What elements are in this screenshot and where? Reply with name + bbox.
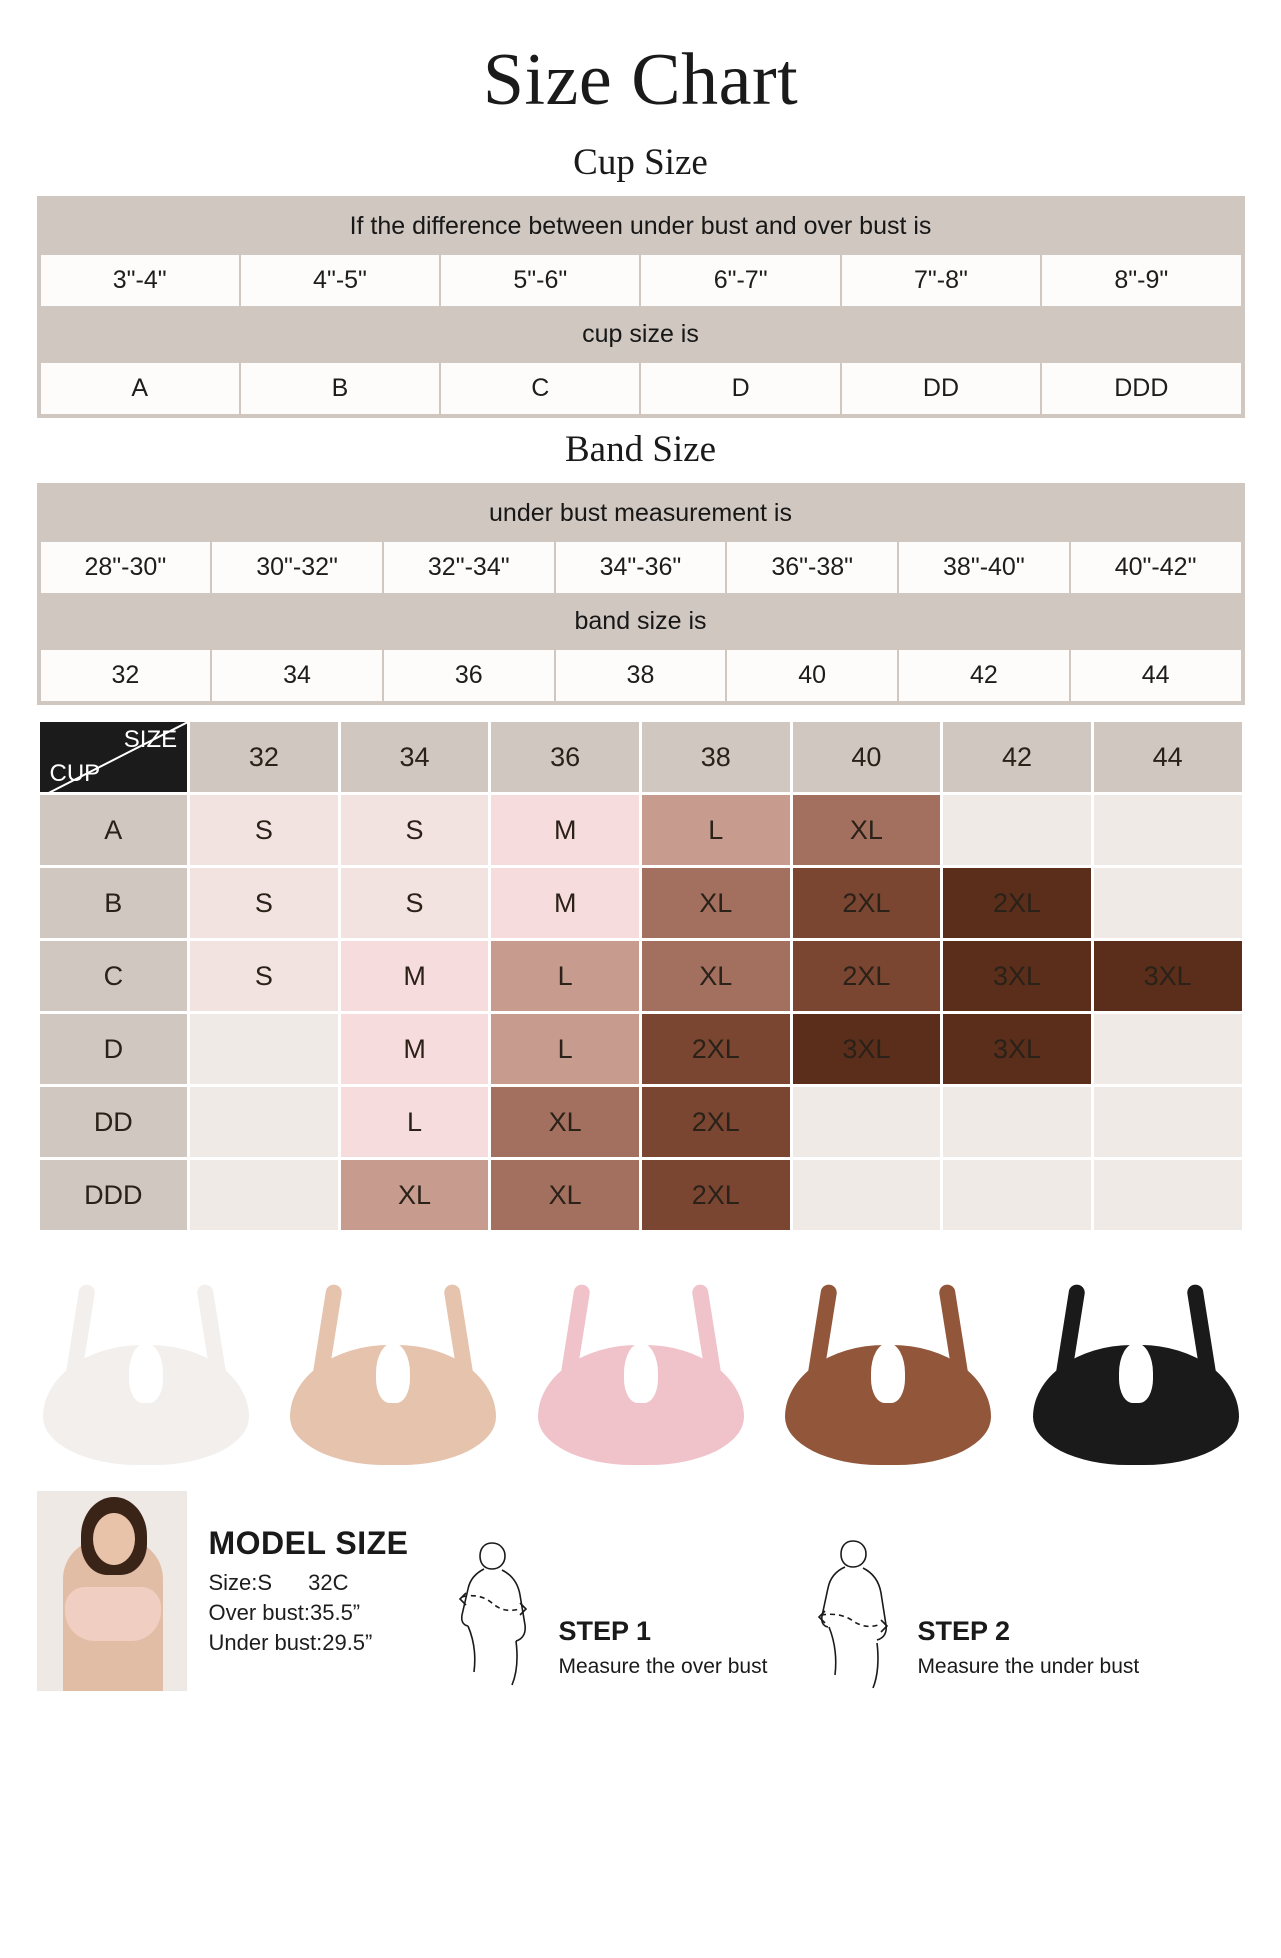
table-row <box>40 941 1242 1011</box>
matrix-cell: XL <box>642 941 790 1011</box>
cup-size-table-wrap <box>37 196 1245 418</box>
bra-product-nude <box>284 1280 502 1465</box>
matrix-cell: L <box>491 941 639 1011</box>
band-measure-cell: 34"-36" <box>556 542 726 593</box>
table-row <box>40 868 1242 938</box>
bra-center-gore <box>871 1343 905 1403</box>
model-over-bust: Over bust:35.5” <box>208 1600 361 1625</box>
matrix-col-header: 34 <box>341 722 489 792</box>
band-measure-cell: 28"-30" <box>41 542 211 593</box>
size-matrix-wrap <box>37 719 1245 1233</box>
cup-size-cell: DDD <box>1042 363 1240 414</box>
cup-size-label: cup size is <box>41 308 1241 361</box>
cup-size-cell: B <box>241 363 439 414</box>
matrix-cell <box>1094 868 1242 938</box>
matrix-cell: XL <box>793 795 941 865</box>
matrix-cell: XL <box>642 868 790 938</box>
matrix-corner <box>40 722 188 792</box>
cup-diff-cell: 3"-4" <box>41 255 239 306</box>
over-bust-measure-icon <box>432 1527 552 1697</box>
band-measure-cell: 30"-32" <box>212 542 382 593</box>
band-size-cell: 42 <box>899 650 1069 701</box>
matrix-cell <box>1094 1087 1242 1157</box>
step-1-desc: Measure the over bust <box>558 1655 768 1678</box>
table-row <box>40 1160 1242 1230</box>
bra-center-gore <box>1119 1343 1153 1403</box>
colorway-row <box>37 1265 1245 1465</box>
matrix-cell: XL <box>491 1087 639 1157</box>
cup-diff-cell: 4"-5" <box>241 255 439 306</box>
model-size-info <box>209 1491 409 1656</box>
bra-product-pink <box>532 1280 750 1465</box>
model-size-title: MODEL SIZE <box>208 1525 409 1561</box>
matrix-row-header: D <box>40 1014 188 1084</box>
matrix-cell <box>1094 1160 1242 1230</box>
band-size-cell: 38 <box>556 650 726 701</box>
matrix-cell <box>190 1087 338 1157</box>
step-2-label: STEP 2 <box>917 1616 1010 1646</box>
table-row <box>40 722 1242 792</box>
matrix-cell: S <box>190 795 338 865</box>
model-under-bust: Under bust:29.5” <box>208 1630 373 1655</box>
matrix-cell: XL <box>491 1160 639 1230</box>
step-1-label: STEP 1 <box>558 1616 652 1646</box>
cup-diff-cell: 8"-9" <box>1042 255 1240 306</box>
matrix-cell: 2XL <box>793 941 941 1011</box>
bra-product-brown <box>779 1280 997 1465</box>
band-measure-cell: 32"-34" <box>384 542 554 593</box>
bra-product-black <box>1027 1280 1245 1465</box>
matrix-cell: 3XL <box>943 941 1091 1011</box>
matrix-row-header: B <box>40 868 188 938</box>
band-size-cell: 34 <box>212 650 382 701</box>
table-row <box>41 255 1241 306</box>
cup-diff-label: If the difference between under bust and over bust is <box>41 200 1241 253</box>
matrix-cell <box>1094 795 1242 865</box>
cup-diff-cell: 5"-6" <box>441 255 639 306</box>
matrix-cell: L <box>491 1014 639 1084</box>
cup-size-table <box>39 198 1243 416</box>
matrix-row-header: DD <box>40 1087 188 1157</box>
matrix-cell: 2XL <box>642 1160 790 1230</box>
matrix-cell: S <box>190 868 338 938</box>
size-chart-page <box>0 38 1281 1958</box>
band-size-cell: 44 <box>1071 650 1241 701</box>
model-garment <box>65 1587 161 1641</box>
model-band-cup-value: 32C <box>308 1570 349 1595</box>
matrix-cell <box>793 1160 941 1230</box>
matrix-cell: S <box>190 941 338 1011</box>
table-row <box>41 308 1241 361</box>
table-row <box>41 363 1241 414</box>
table-row <box>40 1087 1242 1157</box>
matrix-cell: L <box>341 1087 489 1157</box>
band-size-cell: 32 <box>41 650 211 701</box>
size-matrix-table <box>37 719 1245 1233</box>
step-2 <box>791 1491 1139 1697</box>
matrix-col-header: 44 <box>1094 722 1242 792</box>
matrix-cell <box>1094 1014 1242 1084</box>
table-row <box>41 200 1241 253</box>
matrix-cell <box>943 795 1091 865</box>
band-measure-label: under bust measurement is <box>41 487 1241 540</box>
cup-size-cell: D <box>641 363 839 414</box>
band-size-heading: Band Size <box>564 429 717 470</box>
matrix-cell: M <box>491 795 639 865</box>
under-bust-measure-icon <box>791 1527 911 1697</box>
model-face <box>93 1513 135 1565</box>
band-size-label: band size is <box>41 595 1241 648</box>
matrix-cell <box>190 1014 338 1084</box>
matrix-cell: 2XL <box>793 868 941 938</box>
band-size-table <box>39 485 1243 703</box>
cup-size-cell: A <box>41 363 239 414</box>
cup-size-cell: DD <box>842 363 1040 414</box>
matrix-cell: M <box>491 868 639 938</box>
matrix-cell <box>943 1160 1091 1230</box>
matrix-cell: 2XL <box>642 1014 790 1084</box>
step-1 <box>432 1491 767 1697</box>
matrix-row-header: A <box>40 795 188 865</box>
matrix-col-header: 42 <box>943 722 1091 792</box>
bra-product-white <box>37 1280 255 1465</box>
band-measure-cell: 36"-38" <box>727 542 897 593</box>
table-row <box>40 1014 1242 1084</box>
bra-center-gore <box>129 1343 163 1403</box>
band-measure-cell: 40"-42" <box>1071 542 1241 593</box>
matrix-cell <box>943 1087 1091 1157</box>
bra-center-gore <box>624 1343 658 1403</box>
band-size-cell: 36 <box>384 650 554 701</box>
table-row <box>41 487 1241 540</box>
step-2-text <box>917 1616 1139 1697</box>
model-size-value: Size:S <box>208 1570 273 1595</box>
matrix-corner-size-label: SIZE <box>123 726 178 753</box>
matrix-cell <box>793 1087 941 1157</box>
table-row <box>41 650 1241 701</box>
matrix-cell: 3XL <box>943 1014 1091 1084</box>
table-row <box>41 595 1241 648</box>
band-measure-cell: 38"-40" <box>899 542 1069 593</box>
matrix-cell: S <box>341 795 489 865</box>
matrix-col-header: 36 <box>491 722 639 792</box>
matrix-col-header: 40 <box>793 722 941 792</box>
matrix-col-header: 32 <box>190 722 338 792</box>
model-photo <box>37 1491 187 1691</box>
matrix-cell: 2XL <box>642 1087 790 1157</box>
matrix-cell: 2XL <box>943 868 1091 938</box>
matrix-cell: M <box>341 1014 489 1084</box>
step-2-desc: Measure the under bust <box>917 1655 1140 1678</box>
matrix-cell: 3XL <box>793 1014 941 1084</box>
bra-center-gore <box>376 1343 410 1403</box>
matrix-cell: S <box>341 868 489 938</box>
matrix-cell <box>190 1160 338 1230</box>
model-size-line <box>209 1570 409 1596</box>
matrix-cell: L <box>642 795 790 865</box>
matrix-cell: 3XL <box>1094 941 1242 1011</box>
footer-info <box>37 1491 1245 1697</box>
matrix-col-header: 38 <box>642 722 790 792</box>
table-row <box>40 795 1242 865</box>
matrix-corner-cup-label: CUP <box>49 760 101 787</box>
band-size-cell: 40 <box>727 650 897 701</box>
cup-diff-cell: 6"-7" <box>641 255 839 306</box>
matrix-row-header: C <box>40 941 188 1011</box>
matrix-cell: XL <box>341 1160 489 1230</box>
table-row <box>41 542 1241 593</box>
step-1-text <box>558 1616 767 1697</box>
page-title: Size Chart <box>482 39 799 121</box>
matrix-row-header: DDD <box>40 1160 188 1230</box>
band-size-table-wrap <box>37 483 1245 705</box>
cup-size-heading: Cup Size <box>573 142 708 183</box>
cup-size-cell: C <box>441 363 639 414</box>
matrix-cell: M <box>341 941 489 1011</box>
cup-diff-cell: 7"-8" <box>842 255 1040 306</box>
